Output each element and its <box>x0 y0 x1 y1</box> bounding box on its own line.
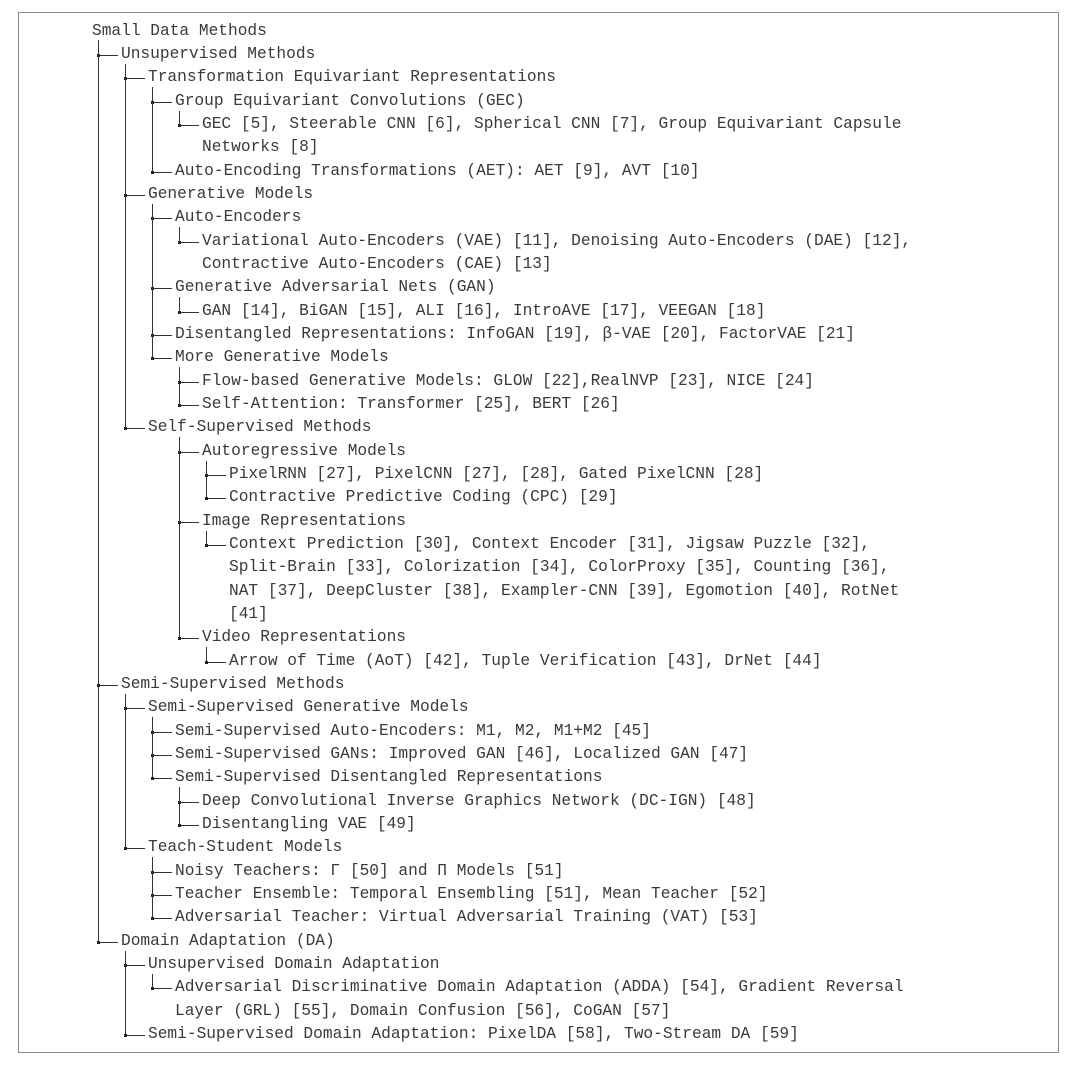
tree-branch-line <box>179 227 180 242</box>
tree-branch-connector <box>179 638 199 639</box>
tree-branch-connector <box>125 708 145 709</box>
tree-node-label: Semi-Supervised Generative Models <box>148 698 469 716</box>
tree-node-label: Teacher Ensemble: Temporal Ensembling [51], Mean Teacher [52] <box>175 885 768 903</box>
tree-node-label: Video Representations <box>202 628 406 646</box>
tree-branch-connector <box>179 242 199 243</box>
tree-branch-connector <box>125 195 145 196</box>
tree-branch-connector <box>179 802 199 803</box>
tree-branch-connector <box>125 848 145 849</box>
tree-branch-connector <box>152 918 172 919</box>
tree-node-label: GAN [14], BiGAN [15], ALI [16], IntroAVE [17], VEEGAN [18] <box>202 302 766 320</box>
tree-node-label: Semi-Supervised Auto-Encoders: M1, M2, M1+M2 [45] <box>175 722 651 740</box>
tree-node-label: Disentangling VAE [49] <box>202 815 416 833</box>
tree-node-label: Generative Adversarial Nets (GAN) <box>175 278 496 296</box>
tree-branch-connector <box>152 755 172 756</box>
tree-node-label: Domain Adaptation (DA) <box>121 932 335 950</box>
tree-branch-line <box>125 64 126 428</box>
tree-branch-line <box>179 437 180 638</box>
tree-branch-line <box>152 204 153 358</box>
tree-branch-connector <box>152 895 172 896</box>
tree-node-label: Adversarial Teacher: Virtual Adversarial Training (VAT) [53] <box>175 908 758 926</box>
tree-branch-line <box>152 974 153 988</box>
tree-node-label: Variational Auto-Encoders (VAE) [11], Denoising Auto-Encoders (DAE) [12], <box>202 232 912 250</box>
tree-branch-connector <box>179 312 199 313</box>
tree-node-label: Generative Models <box>148 185 314 203</box>
tree-node-label: Networks [8] <box>202 138 319 156</box>
tree-branch-line <box>179 367 180 405</box>
tree-node-label: Unsupervised Methods <box>121 45 316 63</box>
tree-branch-connector <box>125 965 145 966</box>
tree-branch-connector <box>152 218 172 219</box>
tree-branch-connector <box>125 1035 145 1036</box>
tree-branch-connector <box>152 778 172 779</box>
tree-node-label: NAT [37], DeepCluster [38], Exampler-CNN [39], Egomotion [40], RotNet <box>229 582 900 600</box>
tree-branch-connector <box>152 102 172 103</box>
tree-branch-line <box>152 717 153 778</box>
tree-branch-connector <box>179 405 199 406</box>
tree-branch-line <box>206 461 207 498</box>
tree-node-label: Context Prediction [30], Context Encoder [31], Jigsaw Puzzle [32], <box>229 535 871 553</box>
tree-node-label: Self-Supervised Methods <box>148 418 372 436</box>
tree-node-label: Auto-Encoding Transformations (AET): AET [9], AVT [10] <box>175 162 700 180</box>
tree-branch-connector <box>125 78 145 79</box>
tree-branch-connector <box>206 662 226 663</box>
tree-branch-line <box>206 531 207 545</box>
tree-branch-connector <box>125 428 145 429</box>
tree-branch-line <box>152 87 153 172</box>
tree-node-label: Flow-based Generative Models: GLOW [22],RealNVP [23], NICE [24] <box>202 372 814 390</box>
tree-node-label: Arrow of Time (AoT) [42], Tuple Verification [43], DrNet [44] <box>229 652 822 670</box>
tree-node-label: Split-Brain [33], Colorization [34], ColorProxy [35], Counting [36], <box>229 558 890 576</box>
tree-node-label: Self-Attention: Transformer [25], BERT [26] <box>202 395 620 413</box>
tree-node-label: More Generative Models <box>175 348 389 366</box>
tree-branch-connector <box>98 942 118 943</box>
tree-node-label: Noisy Teachers: Γ [50] and Π Models [51] <box>175 862 564 880</box>
tree-node-label: Contractive Auto-Encoders (CAE) [13] <box>202 255 552 273</box>
tree-node-label: Semi-Supervised Domain Adaptation: PixelDA [58], Two-Stream DA [59] <box>148 1025 799 1043</box>
tree-node-label: Contractive Predictive Coding (CPC) [29] <box>229 488 618 506</box>
tree-branch-connector <box>98 685 118 686</box>
tree-branch-line <box>179 111 180 125</box>
tree-branch-connector <box>98 55 118 56</box>
tree-node-label: [41] <box>229 605 268 623</box>
tree-node-label: PixelRNN [27], PixelCNN [27], [28], Gated PixelCNN [28] <box>229 465 764 483</box>
tree-branch-line <box>152 857 153 918</box>
tree-node-label: Group Equivariant Convolutions (GEC) <box>175 92 525 110</box>
tree-node-label: Semi-Supervised Disentangled Representations <box>175 768 603 786</box>
tree-branch-connector <box>152 988 172 989</box>
tree-node-label: Disentangled Representations: InfoGAN [19], β-VAE [20], FactorVAE [21] <box>175 325 855 343</box>
tree-branch-line <box>98 40 99 942</box>
tree-node-label: Adversarial Discriminative Domain Adaptation (ADDA) [54], Gradient Reversal <box>175 978 904 996</box>
tree-branch-connector <box>152 172 172 173</box>
tree-branch-connector <box>179 382 199 383</box>
tree-branch-line <box>125 694 126 848</box>
tree-branch-connector <box>152 288 172 289</box>
tree-branch-connector <box>179 522 199 523</box>
tree-node-label: Semi-Supervised Methods <box>121 675 345 693</box>
tree-branch-line <box>179 787 180 825</box>
tree-branch-connector <box>152 335 172 336</box>
tree-node-label: Teach-Student Models <box>148 838 343 856</box>
tree-branch-line <box>125 951 126 1035</box>
tree-node-label: Image Representations <box>202 512 406 530</box>
tree-branch-connector <box>206 475 226 476</box>
tree-node-label: Layer (GRL) [55], Domain Confusion [56], CoGAN [57] <box>175 1002 671 1020</box>
tree-branch-connector <box>206 498 226 499</box>
tree-branch-connector <box>179 825 199 826</box>
tree-node-label: Auto-Encoders <box>175 208 302 226</box>
tree-branch-connector <box>152 358 172 359</box>
tree-node-label: Transformation Equivariant Representations <box>148 68 556 86</box>
tree-node-label: Semi-Supervised GANs: Improved GAN [46], Localized GAN [47] <box>175 745 749 763</box>
tree-node-label: Deep Convolutional Inverse Graphics Network (DC-IGN) [48] <box>202 792 756 810</box>
tree-branch-line <box>206 647 207 662</box>
tree-node-label: Autoregressive Models <box>202 442 406 460</box>
tree-node-label: Unsupervised Domain Adaptation <box>148 955 440 973</box>
tree-root-label: Small Data Methods <box>92 22 267 40</box>
tree-node-label: GEC [5], Steerable CNN [6], Spherical CNN [7], Group Equivariant Capsule <box>202 115 902 133</box>
tree-branch-connector <box>179 125 199 126</box>
tree-branch-connector <box>152 872 172 873</box>
tree-branch-line <box>179 297 180 312</box>
tree-branch-connector <box>206 545 226 546</box>
tree-branch-connector <box>179 452 199 453</box>
tree-branch-connector <box>152 732 172 733</box>
